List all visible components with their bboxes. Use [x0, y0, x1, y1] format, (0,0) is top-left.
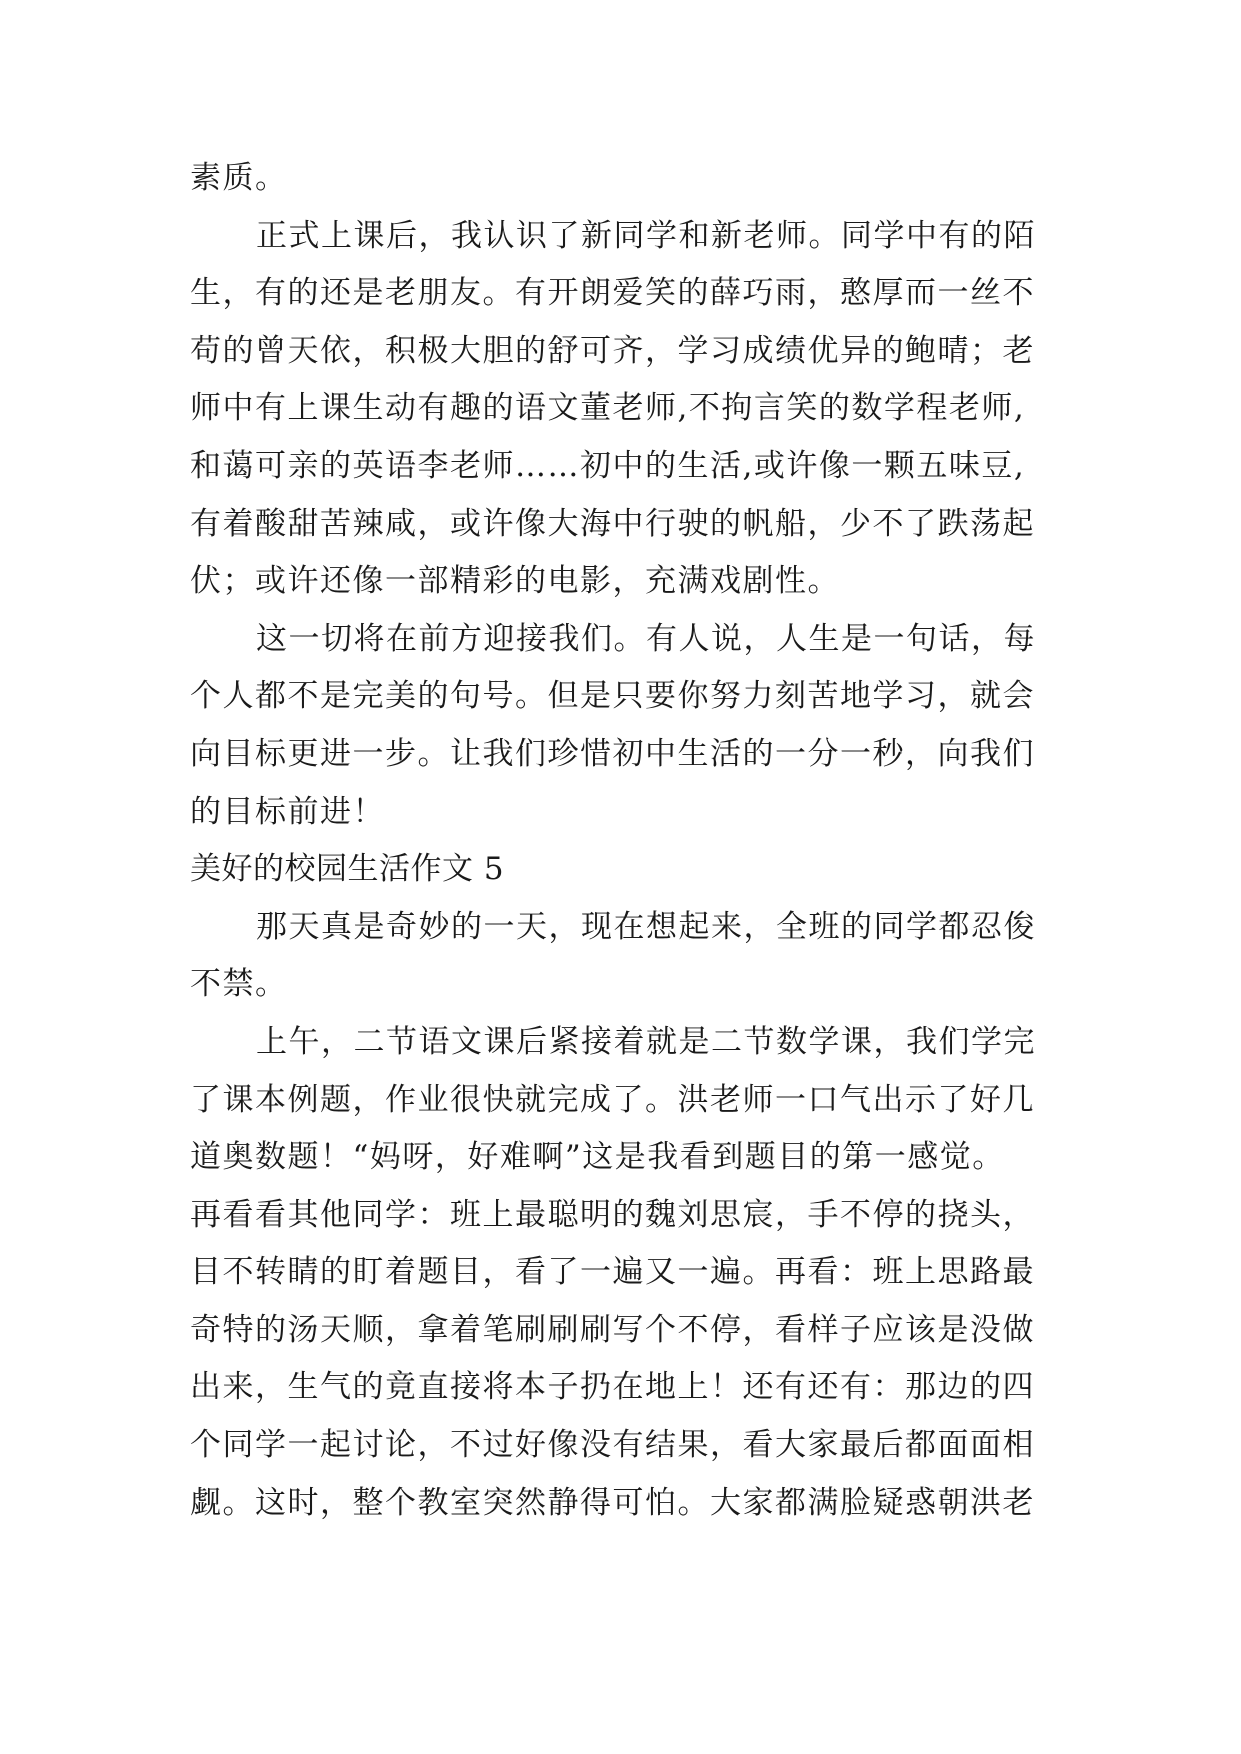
text-line: 苟的曾天依，积极大胆的舒可齐，学习成绩优异的鲍晴；老 [190, 332, 1035, 369]
text-line: 个同学一起讨论，不过好像没有结果，看大家最后都面面相 [190, 1427, 1035, 1464]
text-line: 伏；或许还像一部精彩的电影，充满戏剧性。 [190, 563, 840, 600]
section-heading: 美好的校园生活作文 5 [190, 851, 505, 888]
text-line: 和蔼可亲的英语李老师……初中的生活,或许像一颗五味豆, [190, 447, 1026, 484]
text-line: 奇特的汤天顺，拿着笔刷刷刷写个不停，看样子应该是没做 [190, 1311, 1035, 1348]
paragraph-first-line: 上午，二节语文课后紧接着就是二节数学课，我们学完 [256, 1023, 1036, 1060]
text-line: 目不转睛的盯着题目，看了一遍又一遍。再看：班上思路最 [190, 1254, 1035, 1291]
text-line: 出来，生气的竟直接将本子扔在地上！还有还有：那边的四 [190, 1369, 1035, 1406]
text-line: 不禁。 [190, 966, 288, 1003]
text-line: 个人都不是完美的句号。但是只要你努力刻苦地学习，就会 [190, 678, 1035, 715]
text-line: 有着酸甜苦辣咸，或许像大海中行驶的帆船，少不了跌荡起 [190, 505, 1035, 542]
text-line: 道奥数题！“妈呀，好难啊”这是我看到题目的第一感觉。 [190, 1139, 1005, 1176]
text-line: 再看看其他同学：班上最聪明的魏刘思宸，手不停的挠头， [190, 1196, 1035, 1233]
paragraph-first-line: 那天真是奇妙的一天，现在想起来，全班的同学都忍俊 [256, 908, 1036, 945]
text-line: 生，有的还是老朋友。有开朗爱笑的薛巧雨，憨厚而一丝不 [190, 275, 1035, 312]
text-line: 向目标更进一步。让我们珍惜初中生活的一分一秒，向我们 [190, 735, 1035, 772]
text-line: 的目标前进！ [190, 793, 385, 830]
text-line: 了课本例题，作业很快就完成了。洪老师一口气出示了好几 [190, 1081, 1035, 1118]
document-body [190, 150, 1050, 1532]
text-line: 素质。 [190, 160, 288, 196]
text-line: 觑。这时，整个教室突然静得可怕。大家都满脸疑惑朝洪老 [190, 1484, 1035, 1521]
paragraph-first-line: 这一切将在前方迎接我们。有人说，人生是一句话，每 [256, 620, 1036, 657]
paragraph-first-line: 正式上课后，我认识了新同学和新老师。同学中有的陌 [256, 217, 1036, 254]
text-line: 师中有上课生动有趣的语文董老师,不拘言笑的数学程老师, [190, 390, 1026, 427]
